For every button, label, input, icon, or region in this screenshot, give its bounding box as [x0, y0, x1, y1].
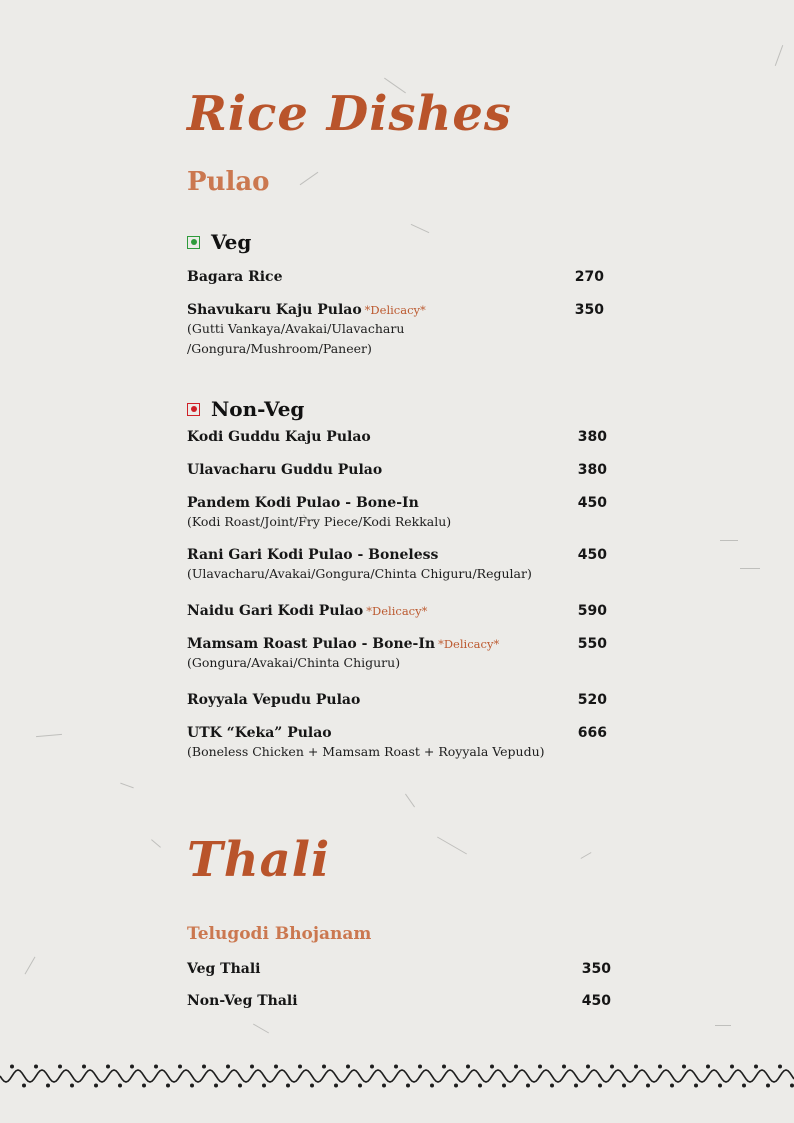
item-price: 666 — [577, 725, 607, 741]
item-name-text: Royyala Vepudu Pulao — [187, 692, 361, 708]
menu-item — [187, 462, 607, 478]
item-price: 350 — [574, 302, 604, 318]
category-nonveg — [187, 397, 304, 421]
section-title-rice-dishes: Rice Dishes — [187, 86, 512, 142]
item-name-text: Mamsam Roast Pulao - Bone-In — [187, 636, 436, 652]
item-name — [187, 269, 282, 285]
item-description: (Gongura/Avakai/Chinta Chiguru) — [187, 655, 401, 670]
item-name — [187, 547, 438, 563]
item-name-text: Bagara Rice — [187, 269, 283, 285]
item-price: 550 — [577, 636, 607, 652]
delicacy-tag: *Delicacy* — [366, 604, 428, 618]
item-name — [187, 462, 382, 478]
item-name-text: Non-Veg Thali — [187, 993, 298, 1009]
item-name — [187, 636, 499, 652]
menu-item — [187, 429, 607, 445]
category-label: Veg — [211, 230, 252, 254]
menu-item — [187, 725, 607, 761]
item-name-text: Shavukaru Kaju Pulao — [187, 302, 362, 318]
menu-item — [187, 302, 604, 358]
item-price: 590 — [577, 603, 607, 619]
category-label: Non-Veg — [211, 397, 305, 421]
item-description: (Boneless Chicken + Mamsam Roast + Royyala Vepudu) — [187, 744, 545, 759]
item-price: 450 — [577, 495, 607, 511]
subsection-title-pulao: Pulao — [187, 167, 270, 197]
item-name — [187, 993, 298, 1009]
item-description: (Kodi Roast/Joint/Fry Piece/Kodi Rekkalu) — [187, 514, 452, 529]
item-description: (Gutti Vankaya/Avakai/Ulavacharu — [187, 321, 405, 336]
item-name — [187, 495, 419, 511]
item-name-text: Kodi Guddu Kaju Pulao — [187, 429, 371, 445]
item-description: /Gongura/Mushroom/Paneer) — [187, 341, 372, 356]
veg-indicator-icon — [187, 236, 200, 249]
item-name — [187, 302, 426, 318]
menu-item — [187, 993, 611, 1009]
item-price: 380 — [577, 429, 607, 445]
menu-item — [187, 495, 607, 531]
menu-item — [187, 692, 607, 708]
item-name — [187, 961, 260, 977]
item-name-text: Rani Gari Kodi Pulao - Boneless — [187, 547, 439, 563]
delicacy-tag: *Delicacy* — [364, 303, 426, 317]
item-price: 270 — [574, 269, 604, 285]
item-name-text: Naidu Gari Kodi Pulao — [187, 603, 364, 619]
nonveg-indicator-icon — [187, 403, 200, 416]
item-name-text: UTK “Keka” Pulao — [187, 725, 332, 741]
item-name-text: Ulavacharu Guddu Pulao — [187, 462, 383, 478]
menu-item — [187, 269, 604, 285]
item-price: 450 — [577, 547, 607, 563]
wave-border-ornament — [0, 1062, 794, 1096]
menu-item — [187, 547, 607, 583]
item-name-text: Veg Thali — [187, 961, 261, 977]
item-name — [187, 429, 371, 445]
item-price: 350 — [581, 961, 611, 977]
item-name — [187, 603, 427, 619]
menu-item — [187, 961, 611, 977]
item-description: (Ulavacharu/Avakai/Gongura/Chinta Chiguru/Regular) — [187, 566, 532, 581]
item-price: 450 — [581, 993, 611, 1009]
subsection-title-telugodi-bhojanam: Telugodi Bhojanam — [187, 924, 372, 944]
item-price: 520 — [577, 692, 607, 708]
menu-item — [187, 636, 607, 672]
item-name-text: Pandem Kodi Pulao - Bone-In — [187, 495, 419, 511]
delicacy-tag: *Delicacy* — [438, 637, 500, 651]
item-name — [187, 692, 360, 708]
item-price: 380 — [577, 462, 607, 478]
item-name — [187, 725, 332, 741]
category-veg — [187, 230, 251, 254]
section-title-thali: Thali — [187, 832, 331, 888]
menu-item — [187, 603, 607, 619]
